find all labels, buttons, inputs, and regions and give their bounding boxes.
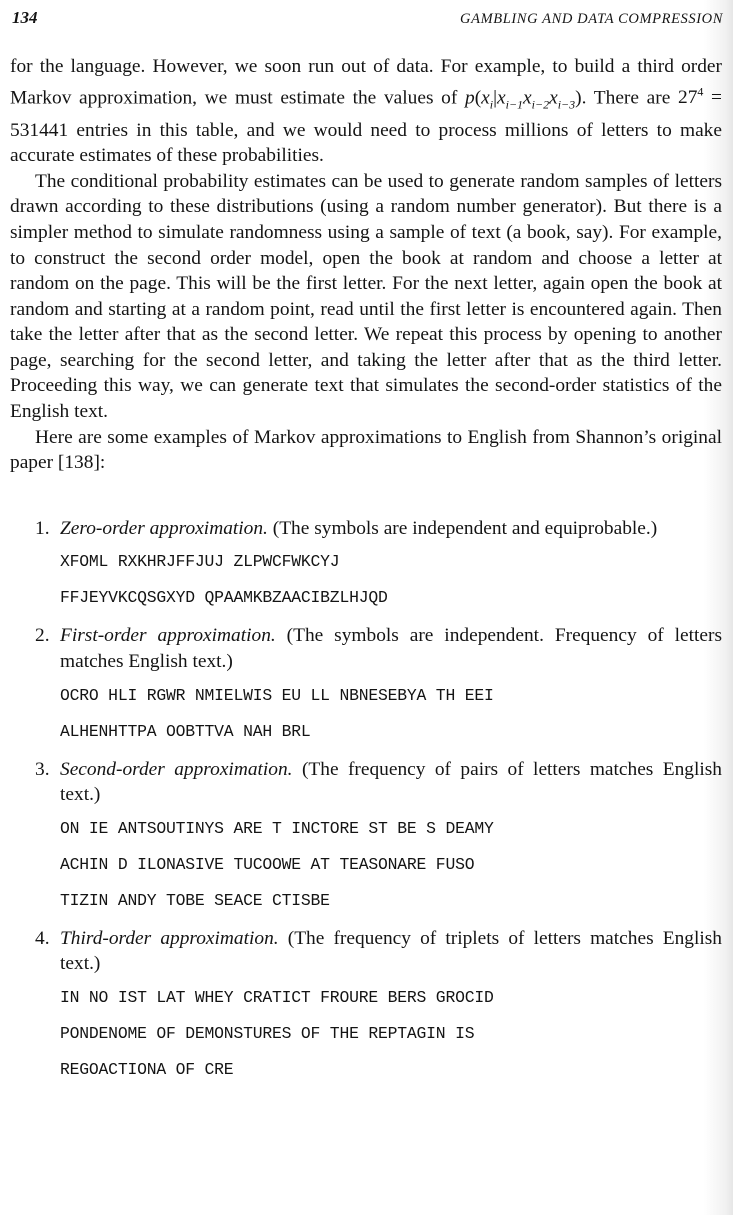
sample-text: XFOML RXKHRJFFJUJ ZLPWCFWKCYJ	[60, 552, 340, 572]
math-var: x	[523, 87, 532, 109]
page-body	[10, 54, 722, 1095]
sample-list	[60, 818, 722, 912]
sample-text: FFJEYVKCQSGXYD QPAAMKBZAACIBZLHJQD	[60, 588, 388, 608]
paragraph-simulation-method: The conditional probability estimates can be used to generate random samples of letters drawn according to these distributions (using a random number generator). But there is a simpler method to simulate randomness using a sample of text (a book, say). For example, to construct the second order model, open the book at random and choose a letter at random on the page. This will be the first letter. For the next letter, again open the book at random and starting at a random point, read until the first letter is encountered again. Then take the letter after that as the second letter. We repeat this process by opening to another page, searching for the second letter, and taking the letter after that as the third letter. Proceeding this way, we can generate text that simulates the second-order statistics of the English text.	[10, 170, 722, 423]
item-description: (The symbols are independent. Frequency of letters matches English text.)	[60, 625, 723, 673]
item-title: Third-order approximation.	[60, 927, 279, 949]
math-var: x	[481, 87, 490, 109]
math-var: x	[549, 87, 558, 109]
item-description: (The frequency of pairs of letters matches English text.)	[60, 758, 723, 806]
sample-text: IN NO IST LAT WHEY CRATICT FROURE BERS GROCID	[60, 988, 494, 1007]
approximation-item-zero-order	[10, 516, 722, 610]
paragraph-shannon-examples: Here are some examples of Markov approximations to English from Shannon’s original paper [138]:	[10, 426, 722, 474]
sample-list	[60, 987, 722, 1081]
paragraph-text: entries in this table, and we would need to process millions of letters to make accurate estimates of these probabilities.	[10, 119, 722, 167]
item-title: Second-order approximation.	[60, 758, 293, 780]
approximation-item-third-order	[10, 926, 722, 1081]
math-sub: i−3	[557, 96, 576, 111]
item-description: (The frequency of triplets of letters matches English text.)	[60, 927, 722, 975]
sample-text: OCRO HLI RGWR NMIELWIS EU LL NBNESEBYA TH EEI	[60, 685, 494, 705]
sample-text: ALHENHTTPA OOBTTVA NAH BRL	[60, 721, 311, 741]
item-number: 4.	[35, 927, 50, 949]
approximation-item-first-order	[10, 623, 722, 742]
item-number: 2.	[35, 625, 50, 647]
item-number: 1.	[35, 517, 50, 539]
sample-text: REGOACTIONA OF CRE	[60, 1060, 234, 1079]
math-sub: i−1	[505, 96, 524, 111]
math-sub: i−2	[531, 96, 550, 111]
math-var: x	[497, 87, 506, 109]
item-title: Zero-order approximation.	[60, 517, 268, 539]
item-number: 3.	[35, 758, 50, 780]
sample-list	[60, 551, 722, 609]
running-head: GAMBLING AND DATA COMPRESSION	[460, 11, 723, 27]
conditional-probability-expression: p	[464, 87, 475, 109]
page-header	[12, 8, 723, 32]
item-description: (The symbols are independent and equiprobable.)	[267, 517, 658, 539]
paragraph-continued: for the language. However, we soon run out of data. For example, to build a third order Markov approximation, we must estimate the values of $p(x_i|x_{i-1}x_{i-2}x_{i-3})$. There are $27^4 = 531441$ entries in this table, and we would need to process millions of letters to make accurate estimates of these probabilities.	[10, 56, 722, 167]
page-number: 134	[12, 8, 38, 27]
sample-text: ON IE ANTSOUTINYS ARE T INCTORE ST BE S DEAMY	[60, 818, 494, 838]
sample-list	[60, 685, 722, 743]
paragraph-text: . There are	[581, 87, 678, 109]
paragraph-text: for the language. However, we soon run out of data. For example, to build a third order Markov approximation, we must estimate the values of	[10, 56, 722, 109]
math-sub: i	[489, 96, 494, 111]
sample-text: TIZIN ANDY TOBE SEACE CTISBE	[60, 890, 330, 910]
table-size-expression: $27^4 = 531441$	[10, 84, 722, 141]
sample-text: PONDENOME OF DEMONSTURES OF THE REPTAGIN IS	[60, 1024, 475, 1043]
approximation-item-second-order	[10, 757, 722, 912]
item-title: First-order approximation.	[60, 625, 276, 647]
sample-text: ACHIN D ILONASIVE TUCOOWE AT TEASONARE FUSO	[60, 854, 475, 874]
approximations-list	[10, 516, 722, 1081]
